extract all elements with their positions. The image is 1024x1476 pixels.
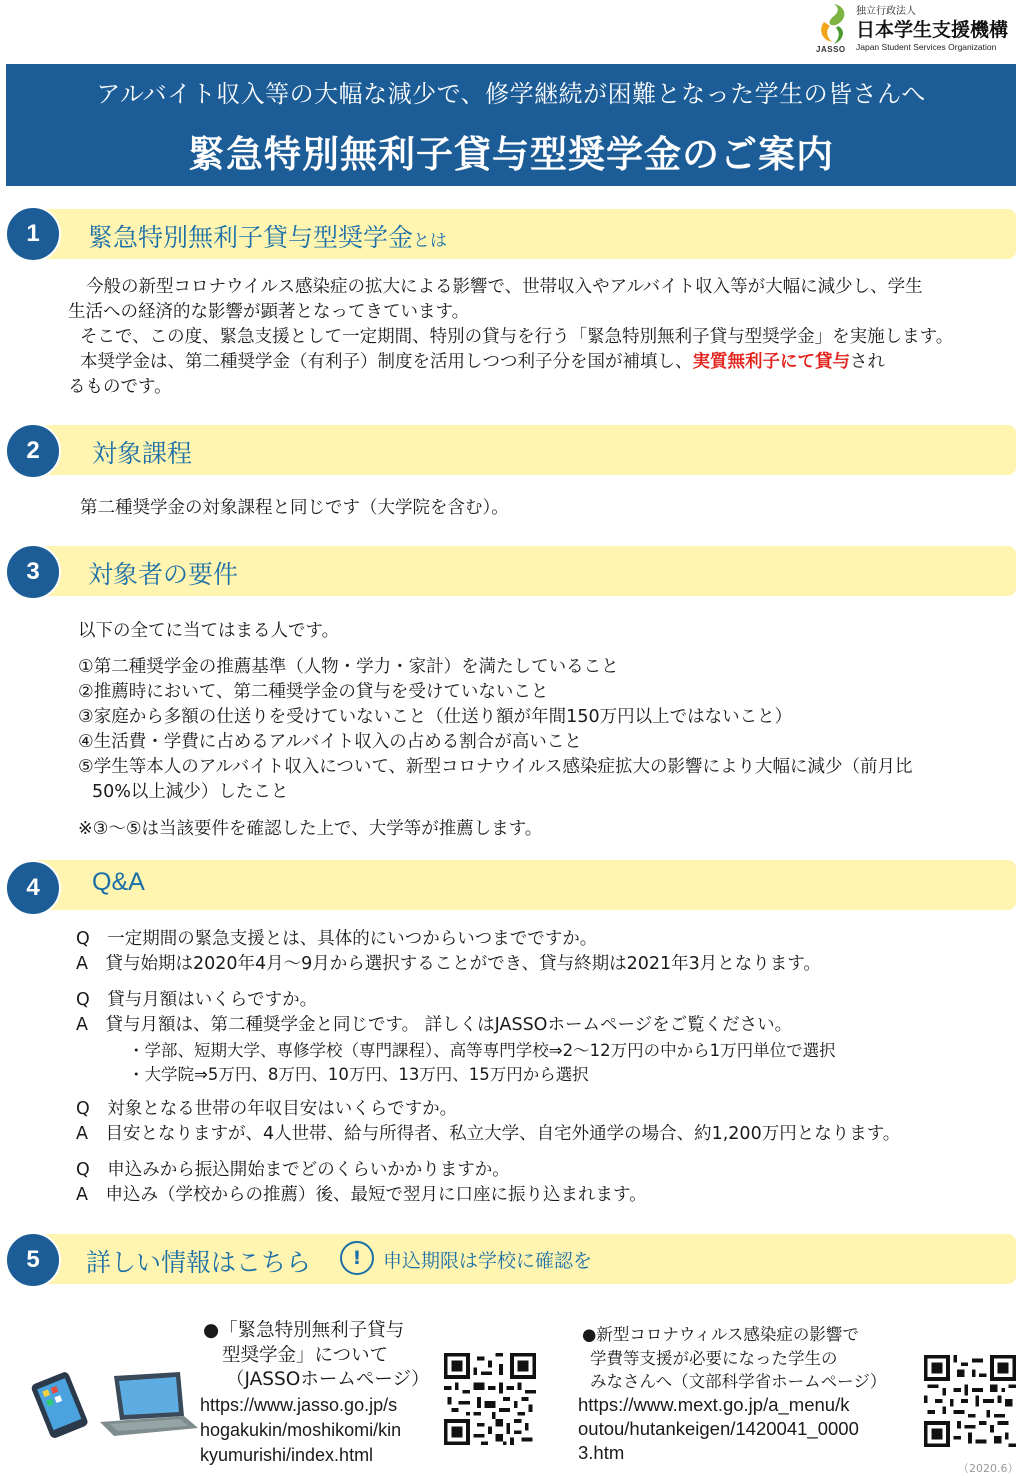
s1-line-4 <box>80 350 885 375</box>
jasso-url-line-3[interactable]: kyumurishi/index.html <box>200 1445 374 1465</box>
qa-4-question: Q 申込みから振込開始までどのくらいかかりますか。 <box>76 1160 510 1180</box>
laptop-icon <box>100 1372 198 1436</box>
s3-item-5: ⑤学生等本人のアルバイト収入について、新型コロナウイルス感染症拡大の影響により大幅に減少（前月比 <box>78 757 913 777</box>
mext-url-line-2[interactable]: outou/hutankeigen/1420041_0000 <box>578 1418 859 1439</box>
s3-note: ※③～⑤は当該要件を確認した上で、大学等が推薦します。 <box>78 819 543 839</box>
jasso-link-caption-2: 型奨学金」について <box>222 1345 389 1366</box>
qa-2-bullet-2: ・大学院⇒5万円、8万円、10万円、13万円、15万円から選択 <box>128 1065 589 1084</box>
section-4-number: 4 <box>5 860 61 916</box>
qa-1-question: Q 一定期間の緊急支援とは、具体的にいつからいつまでですか。 <box>76 929 598 949</box>
mext-url-line-3[interactable]: 3.htm <box>578 1442 625 1463</box>
mext-url-line-1[interactable]: https://www.mext.go.jp/a_menu/k <box>578 1394 850 1415</box>
jasso-leaf-icon <box>816 2 852 46</box>
section-1-title-main: 緊急特別無利子貸与型奨学金 <box>88 223 414 252</box>
issue-date: （2020.6） <box>958 1462 1019 1475</box>
s1-line-2: 生活への経済的な影響が顕著となってきています。 <box>68 302 470 322</box>
jasso-link-caption-1: ●「緊急特別無利子貸与 <box>203 1320 405 1341</box>
qa-4-answer: A 申込み（学校からの推薦）後、最短で翌月に口座に振り込まれます。 <box>76 1185 647 1205</box>
section-5-number: 5 <box>5 1232 61 1288</box>
logo-org-type: 独立行政法人 <box>856 6 916 17</box>
qa-2-bullet-1: ・学部、短期大学、専修学校（専門課程）、高等専門学校⇒2～12万円の中から1万円単位で選択 <box>128 1041 836 1060</box>
qa-2-question: Q 貸与月額はいくらですか。 <box>76 990 318 1010</box>
s1-line-1: 今般の新型コロナウイルス感染症の拡大による影響で、世帯収入やアルバイト収入等が大幅に減少し、学生 <box>86 277 923 297</box>
qa-2-answer: A 貸与月額は、第二種奨学金と同じです。 詳しくはJASSOホームページをご覧ください。 <box>76 1015 793 1035</box>
jasso-link-caption-3: （JASSOホームページ） <box>226 1369 430 1390</box>
header-banner <box>6 64 1016 186</box>
jasso-qr-code[interactable] <box>444 1353 536 1445</box>
s3-item-5-cont: 50%以上減少）したこと <box>92 782 289 802</box>
qa-3-answer: A 目安となりますが、4人世帯、給与所得者、私立大学、自宅外通学の場合、約1,200万円となります。 <box>76 1124 901 1144</box>
logo-mark-label: JASSO <box>816 45 846 54</box>
mext-qr-code[interactable] <box>924 1355 1016 1447</box>
deadline-note: 申込期限は学校に確認を <box>383 1250 593 1272</box>
s2-body: 第二種奨学金の対象課程と同じです（大学院を含む）。 <box>80 498 509 518</box>
jasso-logo <box>812 2 1018 58</box>
section-2-title: 対象課程 <box>92 439 193 468</box>
s1-line-5: るものです。 <box>68 377 172 397</box>
s1-line-4-post: され <box>850 352 885 372</box>
jasso-url-line-1[interactable]: https://www.jasso.go.jp/s <box>200 1395 398 1415</box>
s3-item-2: ②推薦時において、第二種奨学金の貸与を受けていないこと <box>78 682 549 702</box>
s3-item-4: ④生活費・学費に占めるアルバイト収入の占める割合が高いこと <box>78 732 582 752</box>
page-title: 緊急特別無利子貸与型奨学金のご案内 <box>188 133 834 176</box>
section-5-title: 詳しい情報はこちら <box>86 1248 312 1277</box>
logo-name: 日本学生支援機構 <box>856 19 1009 41</box>
mext-link-caption-2: 学費等支援が必要になった学生の <box>590 1349 838 1368</box>
s1-line-3: そこで、この度、緊急支援として一定期間、特別の貸与を行う「緊急特別無利子貸与型奨学金」を実施します。 <box>80 327 954 347</box>
s1-line-4-pre: 本奨学金は、第二種奨学金（有利子）制度を活用しつつ利子分を国が補填し、 <box>80 352 693 372</box>
section-1-number: 1 <box>5 206 61 262</box>
section-3-number: 3 <box>5 544 61 600</box>
s3-item-3: ③家庭から多額の仕送りを受けていないこと（仕送り額が年間150万円以上ではないこと） <box>78 707 793 727</box>
s3-item-1: ①第二種奨学金の推薦基準（人物・学力・家計）を満たしていること <box>78 657 619 677</box>
jasso-url-line-2[interactable]: hogakukin/moshikomi/kin <box>200 1420 402 1440</box>
section-1-title <box>88 218 447 254</box>
alert-icon: ! <box>340 1241 374 1275</box>
logo-name-en: Japan Student Services Organization <box>856 42 997 52</box>
mext-link-caption-1: ●新型コロナウィルス感染症の影響で <box>582 1325 859 1344</box>
qa-3-question: Q 対象となる世帯の年収目安はいくらですか。 <box>76 1099 458 1119</box>
s3-intro: 以下の全てに当てはまる人です。 <box>78 621 340 641</box>
section-2-number: 2 <box>5 423 61 479</box>
tablet-icon <box>30 1371 89 1440</box>
devices-illustration <box>30 1366 200 1446</box>
section-3-title: 対象者の要件 <box>88 560 239 589</box>
section-4-title: Q&A <box>92 868 145 896</box>
s1-highlight-interest-free: 実質無利子にて貸与 <box>692 352 850 372</box>
banner-subtitle: アルバイト収入等の大幅な減少で、修学継続が困難となった学生の皆さんへ <box>96 80 926 108</box>
mext-link-caption-3: みなさんへ（文部科学省ホームページ） <box>590 1372 887 1391</box>
qa-1-answer: A 貸与始期は2020年4月～9月から選択することができ、貸与終期は2021年3月となります。 <box>76 954 821 974</box>
section-1-title-tail: とは <box>413 231 448 251</box>
section-4-header <box>30 860 1016 910</box>
